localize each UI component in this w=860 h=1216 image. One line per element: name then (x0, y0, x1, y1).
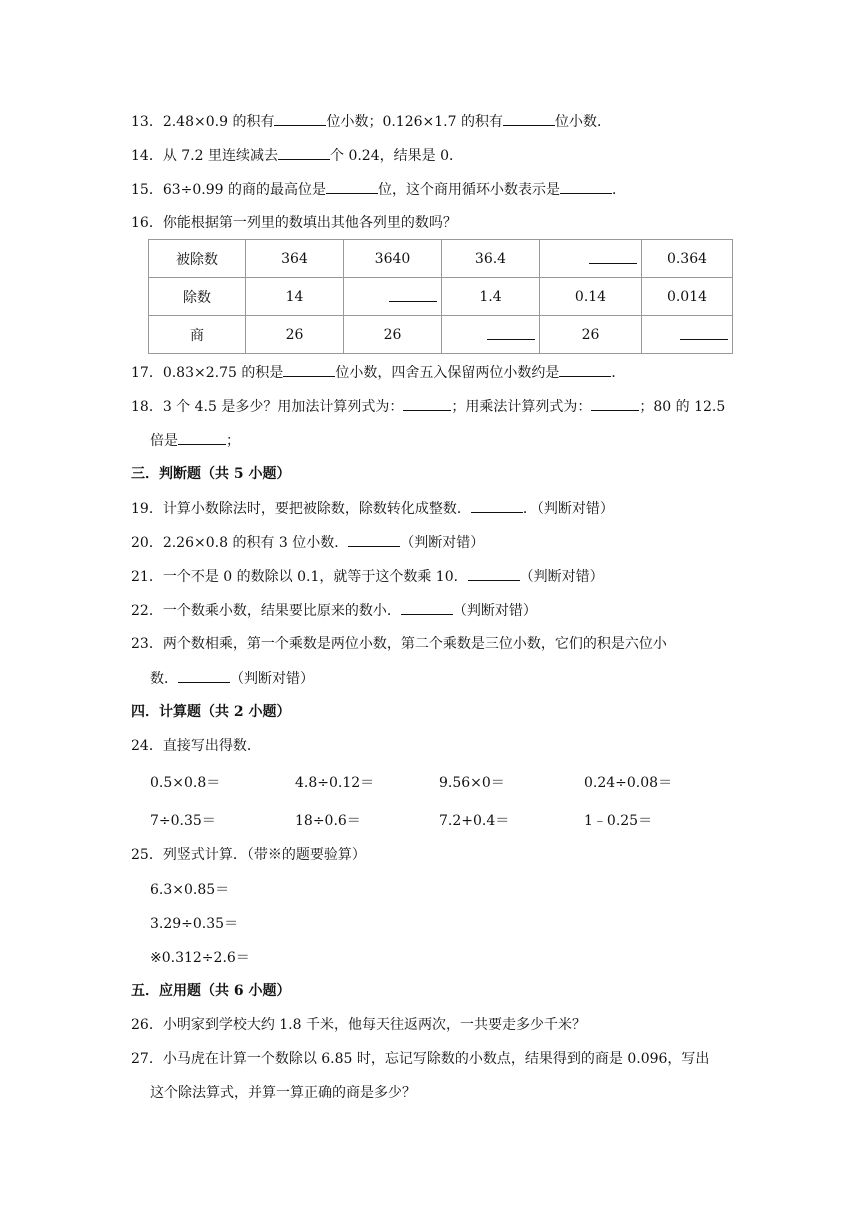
calc-item: 0.24÷0.08＝ (584, 775, 673, 791)
question-text: 这个除法算式，并算一算正确的商是多少？ (150, 1085, 416, 1101)
question-text: 数． (150, 671, 178, 687)
answer-blank[interactable] (589, 249, 637, 264)
row-label: 商 (149, 316, 246, 354)
table-cell: 36.4 (442, 240, 540, 278)
calc-item: 4.8÷0.12＝ (295, 775, 375, 791)
question-18-line2 (150, 430, 240, 451)
question-text: 一个数乘小数，结果要比原来的数小． (162, 603, 401, 619)
question-18 (131, 396, 725, 417)
question-text: 两个数相乘，第一个乘数是两位小数，第二个乘数是三位小数，它们的积是六位小 (162, 636, 667, 652)
calc-item: 6.3×0.85＝ (150, 882, 230, 898)
answer-blank[interactable] (503, 111, 555, 126)
calc-item: 0.5×0.8＝ (150, 775, 221, 791)
question-13 (131, 111, 611, 132)
table-cell: 0.14 (540, 278, 642, 316)
calc-item: ※0.312÷2.6＝ (150, 950, 250, 966)
table-cell-blank[interactable] (540, 240, 642, 278)
question-27 (131, 1049, 709, 1069)
calc-item: 7.2+0.4＝ (439, 813, 510, 829)
question-number: 18． (131, 399, 163, 415)
question-text: 个 0.24，结果是 0． (330, 148, 463, 164)
question-text: 2.26×0.8 的积有 3 位小数． (162, 535, 349, 551)
question-17 (131, 362, 625, 383)
question-text: 计算小数除法时，要把被除数，除数转化成整数． (162, 501, 471, 517)
question-number: 21． (131, 569, 163, 585)
question-text: 63÷0.99 的商的最高位是 (162, 182, 326, 198)
table-cell: 3640 (344, 240, 442, 278)
question-number: 24． (131, 738, 163, 754)
question-text: ；用乘法计算列式为： (451, 399, 592, 415)
answer-blank[interactable] (403, 396, 451, 411)
table-row (149, 278, 733, 316)
question-14 (131, 145, 463, 166)
calc-item: 9.56×0＝ (439, 775, 505, 791)
question-21 (131, 566, 604, 587)
question-text: 你能根据第一列里的数填出其他各列里的数吗？ (162, 215, 457, 231)
answer-blank[interactable] (487, 325, 535, 340)
answer-blank[interactable] (283, 362, 335, 377)
question-text: 小明家到学校大约 1.8 千米，他每天往返两次，一共要走多少千米？ (162, 1017, 586, 1033)
question-15 (131, 179, 626, 200)
answer-blank[interactable] (178, 430, 226, 445)
answer-blank[interactable] (560, 179, 612, 194)
answer-blank[interactable] (471, 498, 523, 513)
answer-blank[interactable] (468, 566, 520, 581)
table-cell: 1.4 (442, 278, 540, 316)
table-cell: 14 (246, 278, 344, 316)
answer-blank[interactable] (178, 668, 230, 683)
question-20 (131, 532, 484, 553)
question-24 (131, 736, 261, 756)
section-heading: 三．判断题（共 5 小题） (131, 466, 291, 482)
question-text: 位小数． (554, 114, 611, 130)
question-text: ． (612, 182, 626, 198)
table-cell-blank[interactable] (442, 316, 540, 354)
question-number: 16． (131, 215, 163, 231)
calc-item: 3.29÷0.35＝ (150, 916, 239, 932)
question-23 (131, 634, 667, 654)
question-number: 13． (131, 114, 163, 130)
table-cell: 0.364 (642, 240, 733, 278)
question-text: 3 个 4.5 是多少？用加法计算列式为： (162, 399, 404, 415)
question-number: 22． (131, 603, 163, 619)
answer-blank[interactable] (326, 179, 378, 194)
question-text: ．（判断对错） (522, 501, 614, 517)
table-row (149, 316, 733, 354)
question-text: ； (226, 433, 240, 449)
question-number: 23． (131, 636, 163, 652)
question-number: 14． (131, 148, 163, 164)
answer-blank[interactable] (348, 532, 400, 547)
answer-blank[interactable] (680, 325, 728, 340)
answer-blank[interactable] (278, 145, 330, 160)
section-heading: 四．计算题（共 2 小题） (131, 704, 291, 720)
table-cell: 26 (540, 316, 642, 354)
section-heading: 五．应用题（共 6 小题） (131, 983, 291, 999)
question-25 (131, 845, 366, 865)
table-cell-blank[interactable] (344, 278, 442, 316)
question-text: 列竖式计算．（带※的题要验算） (162, 847, 366, 863)
question-text: 小马虎在计算一个数除以 6.85 时，忘记写除数的小数点，结果得到的商是 0.096，写出 (162, 1051, 710, 1067)
answer-blank[interactable] (591, 396, 639, 411)
question-text: 倍是 (150, 433, 178, 449)
row-label: 被除数 (149, 240, 246, 278)
question-text: （判断对错） (230, 671, 314, 687)
table-row (149, 240, 733, 278)
question-26 (131, 1015, 586, 1035)
answer-blank[interactable] (389, 287, 437, 302)
question-text: 0.83×2.75 的积是 (162, 365, 284, 381)
question-text: （判断对错） (400, 535, 485, 551)
question-text: 直接写出得数． (162, 738, 261, 754)
question-27-line2 (150, 1083, 416, 1103)
table-cell: 26 (246, 316, 344, 354)
row-label: 除数 (149, 278, 246, 316)
answer-blank[interactable] (559, 362, 611, 377)
question-text: 2.48×0.9 的积有 (162, 114, 275, 130)
calc-item: 1﹣0.25＝ (584, 813, 653, 829)
question-number: 26． (131, 1017, 163, 1033)
question-text: （判断对错） (452, 603, 537, 619)
question-number: 19． (131, 501, 163, 517)
question-19 (131, 498, 614, 519)
table-cell-blank[interactable] (642, 316, 733, 354)
answer-blank[interactable] (401, 600, 453, 615)
question-text: 一个不是 0 的数除以 0.1，就等于这个数乘 10． (162, 569, 468, 585)
question-text: 位，这个商用循环小数表示是 (378, 182, 560, 198)
question-16 (131, 213, 457, 233)
question-text: 位小数；0.126×1.7 的积有 (326, 114, 503, 130)
question-23-line2 (150, 668, 314, 689)
question-text: （判断对错） (519, 569, 604, 585)
division-table (148, 239, 733, 354)
question-number: 17． (131, 365, 163, 381)
question-22 (131, 600, 537, 621)
table-cell: 364 (246, 240, 344, 278)
question-text: ；80 的 12.5 (639, 399, 726, 415)
question-number: 15． (131, 182, 163, 198)
question-number: 25． (131, 847, 163, 863)
calc-item: 7÷0.35＝ (150, 813, 216, 829)
table-cell: 26 (344, 316, 442, 354)
table-cell: 0.014 (642, 278, 733, 316)
question-text: 位小数，四舍五入保留两位小数约是 (335, 365, 560, 381)
question-text: 从 7.2 里连续减去 (162, 148, 278, 164)
answer-blank[interactable] (274, 111, 326, 126)
question-number: 27． (131, 1051, 163, 1067)
question-number: 20． (131, 535, 163, 551)
calc-item: 18÷0.6＝ (295, 813, 361, 829)
question-text: ． (611, 365, 626, 381)
